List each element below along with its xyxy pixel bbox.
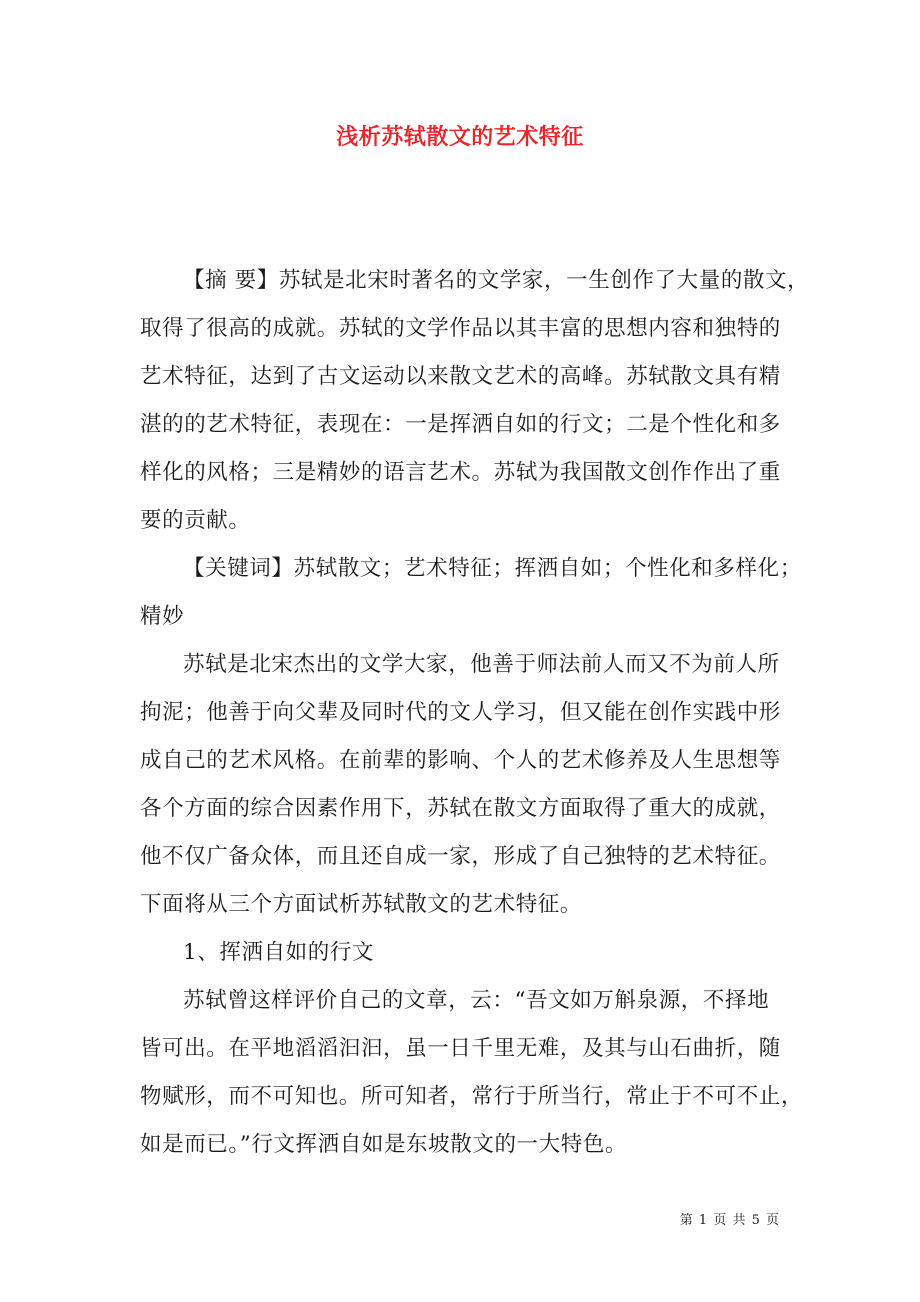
body-line: 如是而已。”行文挥洒自如是东坡散文的一大特色。 [140,1132,628,1157]
body-line: 物赋形，而不可知也。所可知者，常行于所当行，常止于不可不止， [140,1084,804,1109]
abstract-line: 湛的的艺术特征，表现在：一是挥洒自如的行文；二是个性化和多 [140,412,781,437]
abstract-line: 艺术特征，达到了古文运动以来散文艺术的高峰。苏轼散文具有精 [140,364,781,389]
abstract-line: 要的贡献。 [140,508,251,533]
body-line: 拘泥；他善于向父辈及同时代的文人学习，但又能在创作实践中形 [140,700,781,725]
abstract-line: 取得了很高的成就。苏轼的文学作品以其丰富的思想内容和独特的 [140,316,781,341]
body-line: 成自己的艺术风格。在前辈的影响、个人的艺术修养及人生思想等 [140,748,781,773]
page-number-footer: 第 1 页 共 5 页 [679,1213,780,1228]
body-line: 苏轼曾这样评价自己的文章，云：“吾文如万斛泉源，不择地 [183,988,770,1013]
abstract-line: 样化的风格；三是精妙的语言艺术。苏轼为我国散文创作作出了重 [140,460,781,485]
keywords-line: 【关键词】苏轼散文；艺术特征；挥洒自如；个性化和多样化； [183,556,802,581]
document-title: 浅析苏轼散文的艺术特征 [336,124,584,150]
body-line: 苏轼是北宋杰出的文学大家，他善于师法前人而又不为前人所 [183,652,780,677]
section-heading: 1、挥洒自如的行文 [183,940,375,965]
body-line: 下面将从三个方面试析苏轼散文的艺术特征。 [140,892,583,917]
body-line: 各个方面的综合因素作用下，苏轼在散文方面取得了重大的成就， [140,796,781,821]
body-line: 皆可出。在平地滔滔汩汩，虽一日千里无难，及其与山石曲折，随 [140,1036,781,1061]
body-line: 他不仅广备众体，而且还自成一家，形成了自己独特的艺术特征。 [140,844,781,869]
keywords-line: 精妙 [140,604,185,629]
abstract-line: 【摘 要】苏轼是北宋时著名的文学家，一生创作了大量的散文， [183,268,810,293]
